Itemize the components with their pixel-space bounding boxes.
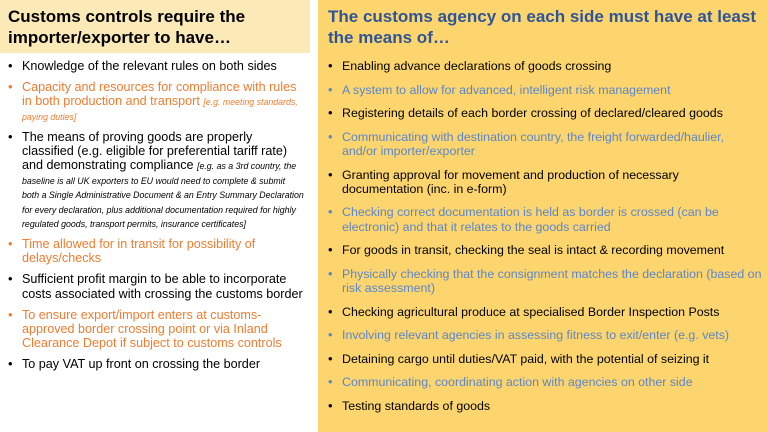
bullet-icon: • bbox=[328, 105, 333, 121]
bullet-icon: • bbox=[328, 166, 333, 182]
bullet-icon: • bbox=[8, 306, 13, 322]
list-item: • Detaining cargo until duties/VAT paid, with the potential of seizing it bbox=[328, 350, 710, 366]
bullet-icon: • bbox=[328, 397, 333, 413]
left-panel-title: Customs controls require the importer/exporter to have… bbox=[0, 0, 310, 53]
importer-requirements-list bbox=[0, 53, 310, 372]
bullet-icon: • bbox=[328, 265, 333, 281]
bullet-icon: • bbox=[8, 356, 13, 372]
bullet-icon: • bbox=[8, 78, 13, 94]
bullet-icon: • bbox=[328, 58, 333, 73]
list-item: • The means of proving goods are properly classified (e.g. eligible for preferential tariff rate) and demonstrating compliance [e.g. as a 3rd country, the baseline is all UK exporters to EU would need to complete & submit both a Single Administrative Document & an Entry Summary Declaration for every declaration, plus additional documentation required for highly regulated goods, transport permits, insurance certificates] bbox=[8, 128, 304, 230]
list-item: • Communicating with destination country, the freight forwarded/haulier, and/or importer/exporter bbox=[328, 128, 725, 158]
bullet-icon: • bbox=[328, 204, 333, 220]
list-item: • Capacity and resources for compliance with rules in both production and transport [e.g. meeting standards, paying duties] bbox=[8, 78, 298, 122]
list-item: • A system to allow for advanced, intelligent risk management bbox=[328, 81, 671, 97]
list-item: • To pay VAT up front on crossing the border bbox=[8, 356, 261, 372]
list-item: • Checking correct documentation is held as border is crossed (can be electronic) and that it relates to the goods carried bbox=[328, 204, 719, 234]
item-note: [e.g. meeting standards, paying duties] bbox=[22, 97, 298, 122]
bullet-icon: • bbox=[328, 128, 333, 144]
list-item: • For goods in transit, checking the seal is intact & recording movement bbox=[328, 242, 725, 258]
list-item: • Testing standards of goods bbox=[328, 397, 491, 413]
list-item: • Time allowed for in transit for possibility of delays/checks bbox=[8, 235, 256, 266]
agency-means-list bbox=[318, 53, 768, 413]
list-item: • Communicating, coordinating action with agencies on other side bbox=[328, 374, 693, 390]
bullet-icon: • bbox=[8, 235, 13, 251]
list-item: • Enabling advance declarations of goods crossing bbox=[328, 58, 612, 73]
right-panel-title: The customs agency on each side must have at least the means of… bbox=[318, 0, 768, 53]
list-item: • Knowledge of the relevant rules on both sides bbox=[8, 58, 277, 73]
list-item: • Granting approval for movement and production of necessary documentation (inc. in e-form) bbox=[328, 166, 679, 196]
bullet-icon: • bbox=[328, 327, 333, 343]
list-item: • Involving relevant agencies in assessing fitness to exit/enter (e.g. vets) bbox=[328, 327, 730, 343]
list-item: • Physically checking that the consignment matches the declaration (based on risk assessment) bbox=[328, 265, 762, 295]
bullet-icon: • bbox=[328, 81, 333, 97]
list-item: • Sufficient profit margin to be able to incorporate costs associated with crossing the customs border bbox=[8, 271, 303, 301]
list-item: • Checking agricultural produce at specialised Border Inspection Posts bbox=[328, 303, 720, 319]
customs-agency-panel bbox=[318, 0, 768, 432]
bullet-icon: • bbox=[328, 350, 333, 366]
bullet-icon: • bbox=[8, 128, 13, 144]
bullet-icon: • bbox=[328, 374, 333, 390]
list-item: • Registering details of each border crossing of declared/cleared goods bbox=[328, 105, 723, 121]
list-item: • To ensure export/import enters at customs-approved border crossing point or via Inland Clearance Depot if subject to customs controls bbox=[8, 306, 282, 351]
bullet-icon: • bbox=[328, 242, 333, 258]
bullet-icon: • bbox=[8, 58, 13, 73]
item-note: [e.g. as a 3rd country, the baseline is all UK exporters to EU would need to complete & submit both a Single Administrative Document & an Entry Summary Declaration for every declaration, plus additional documentation required for highly regulated goods, transport permits, insurance certificates] bbox=[22, 161, 304, 230]
bullet-icon: • bbox=[328, 303, 333, 319]
bullet-icon: • bbox=[8, 271, 13, 287]
importer-exporter-panel bbox=[0, 0, 310, 432]
